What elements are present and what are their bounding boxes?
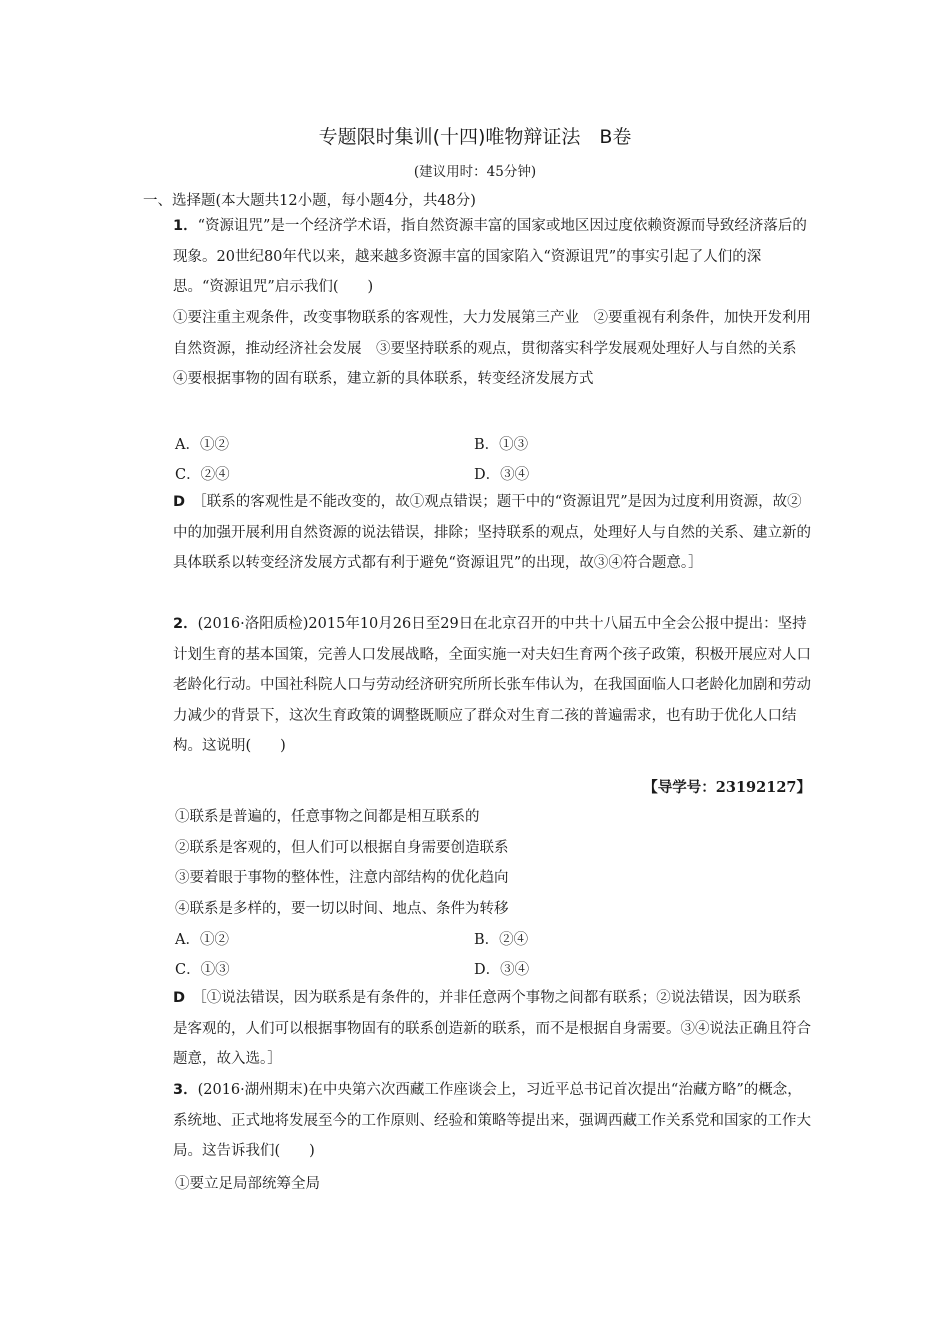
question-1-option-d: D．③④ bbox=[474, 467, 530, 483]
question-1-statements-text: ①要注重主观条件，改变事物联系的客观性，大力发展第三产业 ②要重视有利条件，加快开发利用自然资源，推动经济社会发展 ③要坚持联系的观点，贯彻落实科学发展观处理好人与自然的关系 ④要根据事物的固有联系，建立新的具体联系，转变经济发展方式 bbox=[173, 310, 811, 387]
question-2-option-d: D．③④ bbox=[474, 962, 530, 978]
question-3-number: 3． bbox=[173, 1082, 198, 1098]
question-1-explanation: ［联系的客观性是不能改变的，故①观点错误；题干中的“资源诅咒”是因为过度利用资源，故②中的加强开展利用自然资源的说法错误，排除；坚持联系的观点，处理好人与自然的关系、建立新的具体联系以转变经济发展方式都有利于避免“资源诅咒”的出现，故③④符合题意。］ bbox=[173, 494, 811, 571]
question-2-option-a: A．①② bbox=[175, 932, 229, 948]
question-2-reference: 【导学号：23192127】 bbox=[643, 779, 811, 796]
question-3-stem bbox=[143, 1075, 811, 1167]
document-subtitle: (建议用时：45分钟) bbox=[413, 164, 537, 180]
question-2-answer: D bbox=[173, 990, 186, 1006]
question-2-stem bbox=[143, 609, 811, 762]
question-2-option-c: C．①③ bbox=[175, 962, 230, 978]
question-2-explanation: ［①说法错误，因为联系是有条件的，并非任意两个事物之间都有联系；②说法错误，因为联系是客观的，人们可以根据事物固有的联系创造新的联系，而不是根据自身需要。③④说法正确且符合题意，故入选。］ bbox=[173, 990, 811, 1067]
question-1-option-a: A．①② bbox=[175, 437, 229, 453]
question-1-statements bbox=[143, 303, 811, 395]
question-3-statement-1: ①要立足局部统筹全局 bbox=[175, 1176, 320, 1192]
question-2-statement-1: ①联系是普遍的，任意事物之间都是相互联系的 bbox=[175, 809, 480, 825]
question-2-option-b: B．②④ bbox=[474, 932, 529, 948]
question-2-number: 2． bbox=[173, 616, 198, 632]
question-1-text: “资源诅咒”是一个经济学术语，指自然资源丰富的国家或地区因过度依赖资源而导致经济落后的现象。20世纪80年代以来，越来越多资源丰富的国家陷入“资源诅咒”的事实引起了人们的深思。“资源诅咒”启示我们( ) bbox=[173, 218, 807, 295]
question-2-statement-3: ③要着眼于事物的整体性，注意内部结构的优化趋向 bbox=[175, 870, 509, 886]
question-1-stem bbox=[143, 211, 811, 303]
document-title: 专题限时集训(十四)唯物辩证法 B卷 bbox=[318, 126, 632, 148]
question-1-option-b: B．①③ bbox=[474, 437, 529, 453]
question-2-statement-4: ④联系是多样的，要一切以时间、地点、条件为转移 bbox=[175, 901, 509, 917]
question-1-solution bbox=[143, 487, 811, 579]
question-1-answer: D bbox=[173, 494, 186, 510]
question-2-statement-2: ②联系是客观的，但人们可以根据自身需要创造联系 bbox=[175, 840, 509, 856]
section-heading: 一、选择题(本大题共12小题，每小题4分，共48分) bbox=[143, 193, 476, 209]
question-2-text: (2016·洛阳质检)2015年10月26日至29日在北京召开的中共十八届五中全会公报中提出：坚持计划生育的基本国策，完善人口发展战略，全面实施一对夫妇生育两个孩子政策，积极开展应对人口老龄化行动。中国社科院人口与劳动经济研究所所长张车伟认为，在我国面临人口老龄化加剧和劳动力减少的背景下，这次生育政策的调整既顺应了群众对生育二孩的普遍需求，也有助于优化人口结构。这说明( ) bbox=[173, 616, 811, 754]
question-1-option-c: C．②④ bbox=[175, 467, 230, 483]
question-3-text: (2016·湖州期末)在中央第六次西藏工作座谈会上，习近平总书记首次提出“治藏方略”的概念，系统地、正式地将发展至今的工作原则、经验和策略等提出来，强调西藏工作关系党和国家的工作大局。这告诉我们( ) bbox=[173, 1082, 811, 1159]
question-2-solution bbox=[143, 983, 811, 1075]
question-1-number: 1． bbox=[173, 218, 198, 234]
